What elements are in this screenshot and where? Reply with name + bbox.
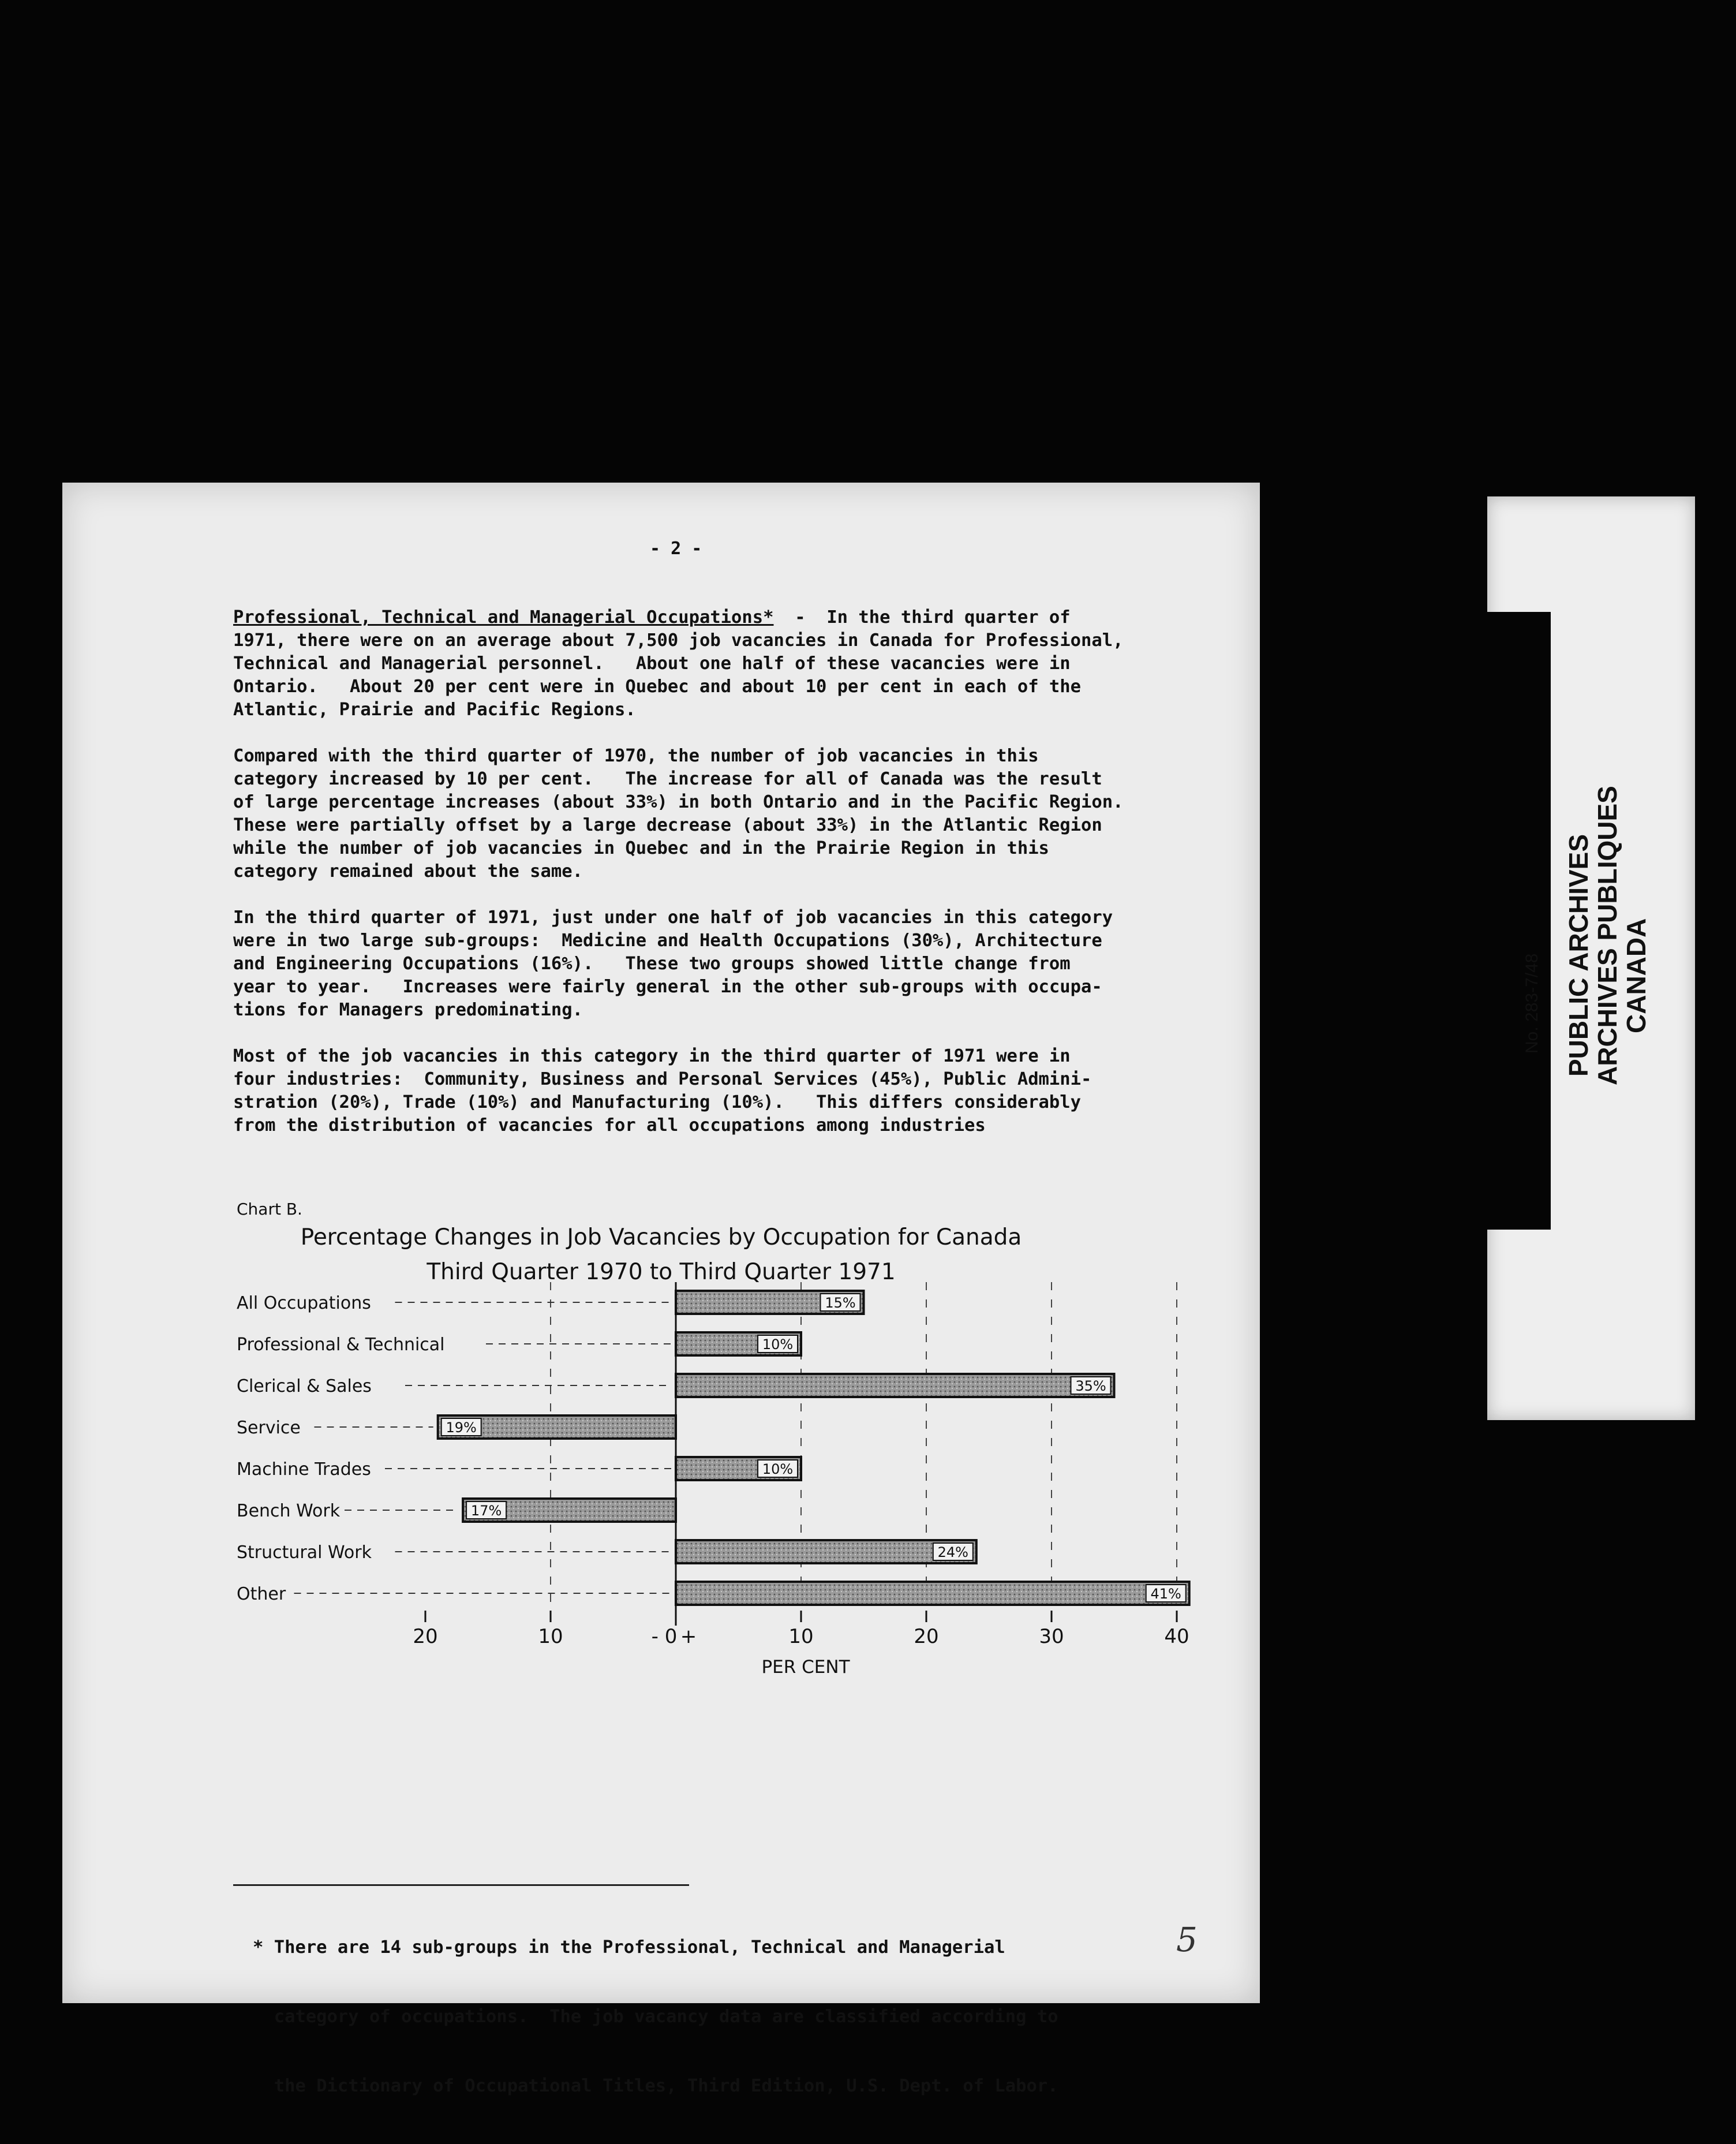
- section-heading-rest: - In the third quarter of: [773, 607, 1071, 627]
- paragraph-3-line-1: In the third quarter of 1971, just under one half of job vacancies in this category: [233, 907, 1113, 928]
- handwritten-page-mark: 5: [1176, 1920, 1198, 1959]
- paragraph-2-line-3: of large percentage increases (about 33%) in both Ontario and in the Pacific Region.: [233, 792, 1124, 812]
- data-label-5: 17%: [470, 1503, 502, 1519]
- footnote-line-1: * There are 14 sub-groups in the Professional, Technical and Managerial: [253, 1937, 1005, 1958]
- footnote-line-3: the Dictionary of Occupational Titles, Third Edition, U.S. Dept. of Labor.: [253, 2076, 1058, 2096]
- tick-label-right-2: 20: [914, 1625, 939, 1648]
- bar-7: [676, 1582, 1189, 1605]
- paragraph-4-line-1: Most of the job vacancies in this category in the third quarter of 1971 were in: [233, 1046, 1071, 1066]
- chart-label: Chart B.: [237, 1200, 302, 1219]
- category-label-5: Bench Work: [237, 1501, 341, 1521]
- section-heading: Professional, Technical and Managerial Occupations*: [233, 607, 774, 627]
- tick-label-left-2: - 0: [651, 1625, 678, 1648]
- data-label-0: 15%: [825, 1295, 856, 1311]
- page-number: - 2 -: [650, 539, 702, 559]
- paragraph-1-line-1: [233, 607, 1071, 627]
- paragraph-1-line-4: Ontario. About 20 per cent were in Quebec and about 10 per cent in each of the: [233, 677, 1082, 697]
- archive-stamp-line-2: ARCHIVES PUBLIQUES: [1592, 786, 1622, 1085]
- bar-6: [676, 1540, 976, 1563]
- archive-number: No. 283-7/48: [1522, 953, 1542, 1054]
- chart-subtitle: Third Quarter 1970 to Third Quarter 1971: [426, 1259, 896, 1285]
- chart-title: Percentage Changes in Job Vacancies by Occupation for Canada: [300, 1224, 1022, 1250]
- category-label-0: All Occupations: [237, 1293, 371, 1313]
- paragraph-2-line-4: These were partially offset by a large decrease (about 33%) in the Atlantic Region: [233, 815, 1102, 835]
- data-label-6: 24%: [937, 1544, 968, 1560]
- tick-label-right-4: 40: [1164, 1625, 1189, 1648]
- paragraph-2-line-2: category increased by 10 per cent. The increase for all of Canada was the result: [233, 769, 1102, 789]
- tick-label-right-1: 10: [788, 1625, 814, 1648]
- archive-stamp-line-1: PUBLIC ARCHIVES: [1563, 834, 1593, 1077]
- paragraph-4-line-3: stration (20%), Trade (10%) and Manufacturing (10%). This differs considerably: [233, 1092, 1082, 1112]
- bar-2: [676, 1374, 1114, 1397]
- data-label-3: 19%: [446, 1420, 477, 1436]
- category-label-1: Professional & Technical: [237, 1335, 445, 1355]
- paragraph-2-line-5: while the number of job vacancies in Quebec and in the Prairie Region in this: [233, 838, 1049, 858]
- tick-label-left-1: 10: [538, 1625, 563, 1648]
- footnote-rule: [233, 1884, 689, 1886]
- tick-label-right-0: +: [680, 1625, 697, 1648]
- paragraph-3-line-2: were in two large sub-groups: Medicine and Health Occupations (30%), Architecture: [233, 931, 1102, 951]
- data-label-2: 35%: [1075, 1378, 1106, 1394]
- data-label-1: 10%: [762, 1336, 794, 1353]
- paragraph-2-line-6: category remained about the same.: [233, 861, 583, 881]
- paragraph-1-line-5: Atlantic, Prairie and Pacific Regions.: [233, 700, 636, 720]
- archive-stamp-line-3: CANADA: [1621, 918, 1651, 1033]
- data-label-4: 10%: [762, 1461, 794, 1477]
- archive-stamp: [1489, 762, 1697, 1085]
- x-axis-label: PER CENT: [761, 1657, 850, 1678]
- document-page: [62, 483, 1260, 2096]
- category-label-4: Machine Trades: [237, 1459, 371, 1480]
- paragraph-3-line-3: and Engineering Occupations (16%). These two groups showed little change from: [233, 954, 1071, 974]
- data-label-7: 41%: [1150, 1586, 1181, 1602]
- paragraph-1-line-2: 1971, there were on an average about 7,500 job vacancies in Canada for Professional,: [233, 630, 1124, 651]
- category-label-7: Other: [237, 1584, 286, 1604]
- category-label-3: Service: [237, 1418, 301, 1438]
- paragraph-1-line-3: Technical and Managerial personnel. About one half of these vacancies were in: [233, 653, 1071, 674]
- footnote-line-2: category of occupations. The job vacancy data are classified according to: [253, 2007, 1058, 2027]
- bar-chart: [62, 1279, 1260, 1695]
- paragraph-3-line-5: tions for Managers predominating.: [233, 1000, 583, 1020]
- category-label-2: Clerical & Sales: [237, 1376, 372, 1396]
- paragraph-2-line-1: Compared with the third quarter of 1970, the number of job vacancies in this: [233, 746, 1039, 766]
- paragraph-4-line-2: four industries: Community, Business and Personal Services (45%), Public Admini-: [233, 1069, 1092, 1089]
- paragraph-3-line-4: year to year. Increases were fairly general in the other sub-groups with occupa-: [233, 977, 1102, 997]
- footnote: [253, 1890, 1058, 2144]
- category-label-6: Structural Work: [237, 1542, 372, 1563]
- paragraph-4-line-4: from the distribution of vacancies for all occupations among industries: [233, 1115, 986, 1136]
- tick-label-left-0: 20: [413, 1625, 438, 1648]
- tick-label-right-3: 30: [1039, 1625, 1064, 1648]
